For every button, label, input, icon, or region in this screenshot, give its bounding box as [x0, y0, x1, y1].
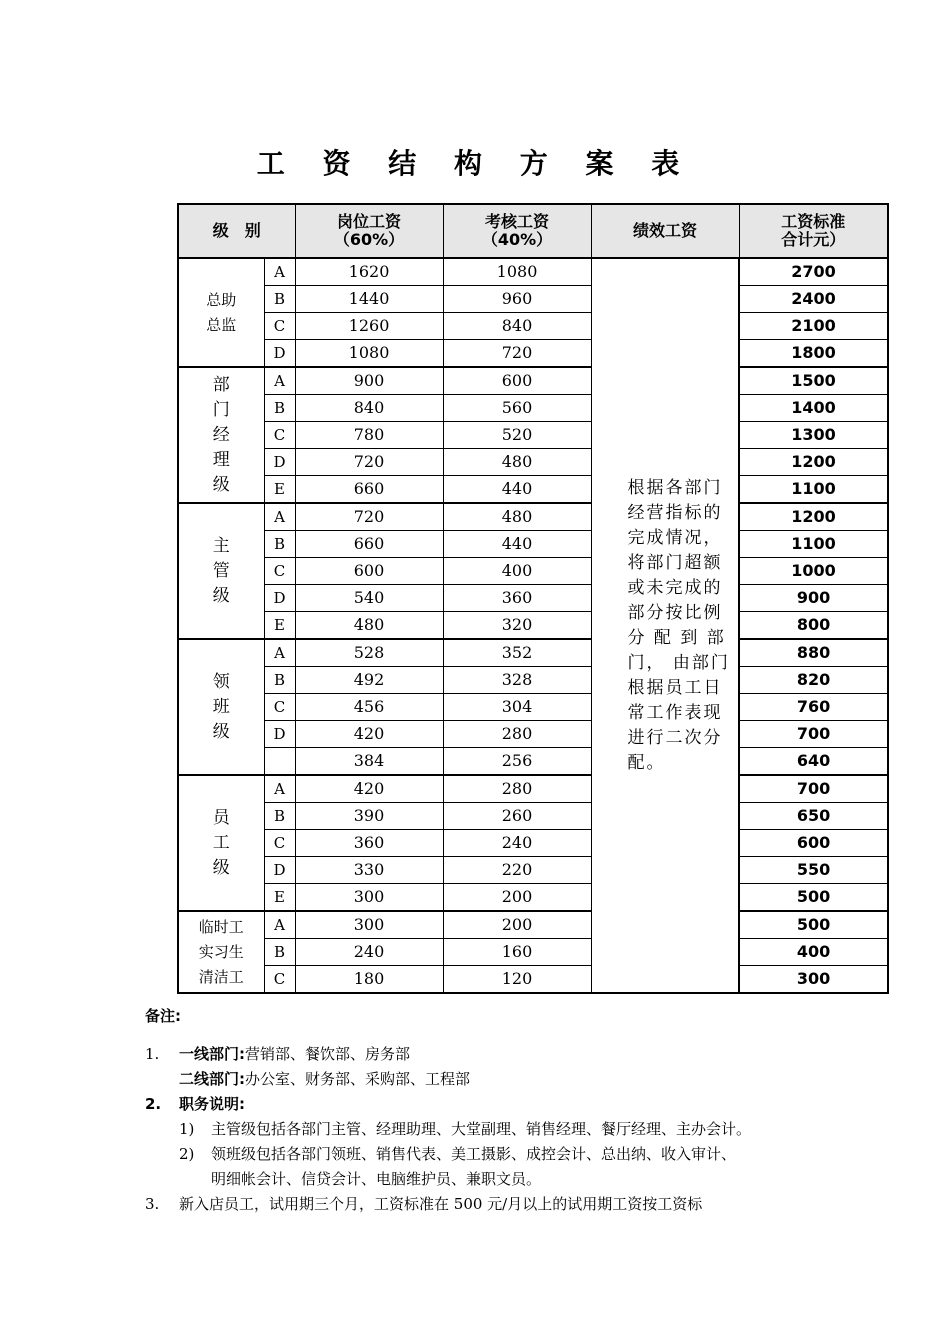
total-salary-cell: 1500: [739, 367, 888, 395]
total-salary-cell: 900: [739, 585, 888, 612]
category-label: 主管级: [212, 535, 230, 606]
category-cell: [178, 911, 264, 993]
level-grade-cell: A: [264, 258, 295, 286]
total-salary-cell: 700: [739, 775, 888, 803]
assess-salary-cell: 240: [443, 830, 591, 857]
assess-salary-cell: 280: [443, 775, 591, 803]
assess-salary-cell: 352: [443, 639, 591, 667]
post-salary-cell: 660: [295, 476, 443, 504]
post-salary-cell: 528: [295, 639, 443, 667]
category-label-line: 总监: [206, 315, 237, 334]
header-total-line1: 工资标准: [781, 212, 846, 231]
level-grade-cell: D: [264, 857, 295, 884]
assess-salary-cell: 200: [443, 884, 591, 912]
note-2-2-text-cont: 明细帐会计、信贷会计、电脑维护员、兼职文员。: [211, 1170, 542, 1188]
total-salary-cell: 2700: [739, 258, 888, 286]
header-total-line2: 合计元）: [781, 230, 846, 249]
level-grade-cell: B: [264, 667, 295, 694]
level-grade-cell: D: [264, 340, 295, 368]
note-1-line-b: [145, 1067, 845, 1092]
table-row: [178, 612, 888, 640]
level-grade-cell: D: [264, 449, 295, 476]
level-grade-cell: B: [264, 803, 295, 830]
assess-salary-cell: 720: [443, 340, 591, 368]
post-salary-cell: 840: [295, 395, 443, 422]
table-header-row: [178, 204, 888, 258]
level-grade-cell: A: [264, 775, 295, 803]
table-row: [178, 667, 888, 694]
note-1-label-a: 一线部门:: [179, 1045, 245, 1063]
notes-heading: 备注:: [145, 1007, 181, 1025]
level-grade-cell: C: [264, 422, 295, 449]
table-row: [178, 775, 888, 803]
assess-salary-cell: 120: [443, 966, 591, 994]
total-salary-cell: 650: [739, 803, 888, 830]
assess-salary-cell: 360: [443, 585, 591, 612]
category-label-line: 临时工: [198, 917, 244, 936]
note-2-2-line: [145, 1142, 845, 1167]
table-row: [178, 830, 888, 857]
table-row: [178, 258, 888, 286]
note-1-number: 1.: [145, 1045, 160, 1063]
post-salary-cell: 1620: [295, 258, 443, 286]
total-salary-cell: 500: [739, 884, 888, 912]
assess-salary-cell: 256: [443, 748, 591, 776]
table-row: [178, 558, 888, 585]
table-row: [178, 939, 888, 966]
assess-salary-cell: 280: [443, 721, 591, 748]
header-merit-salary-label: 绩效工资: [633, 221, 698, 240]
assess-salary-cell: 260: [443, 803, 591, 830]
assess-salary-cell: 160: [443, 939, 591, 966]
total-salary-cell: 1800: [739, 340, 888, 368]
note-3-text: 新入店员工，试用期三个月，工资标准在 500 元/月以上的试用期工资按工资标: [179, 1195, 703, 1213]
category-cell: [178, 258, 264, 367]
post-salary-cell: 600: [295, 558, 443, 585]
level-grade-cell: A: [264, 911, 295, 939]
total-salary-cell: 1200: [739, 503, 888, 531]
total-salary-cell: 1300: [739, 422, 888, 449]
note-2-2-number: 2): [179, 1145, 195, 1163]
level-grade-cell: C: [264, 966, 295, 994]
level-grade-cell: [264, 748, 295, 776]
category-cell: [178, 775, 264, 911]
assess-salary-cell: 560: [443, 395, 591, 422]
table-row: [178, 694, 888, 721]
table-row: [178, 884, 888, 912]
post-salary-cell: 660: [295, 531, 443, 558]
table-row: [178, 503, 888, 531]
total-salary-cell: 820: [739, 667, 888, 694]
note-2-1-number: 1): [179, 1120, 195, 1138]
level-grade-cell: A: [264, 503, 295, 531]
level-grade-cell: B: [264, 531, 295, 558]
total-salary-cell: 300: [739, 966, 888, 994]
table-row: [178, 286, 888, 313]
total-salary-cell: 2100: [739, 313, 888, 340]
level-grade-cell: C: [264, 694, 295, 721]
post-salary-cell: 780: [295, 422, 443, 449]
assess-salary-cell: 440: [443, 531, 591, 558]
total-salary-cell: 500: [739, 911, 888, 939]
total-salary-cell: 1000: [739, 558, 888, 585]
assess-salary-cell: 440: [443, 476, 591, 504]
assess-salary-cell: 328: [443, 667, 591, 694]
total-salary-cell: 800: [739, 612, 888, 640]
level-grade-cell: E: [264, 884, 295, 912]
category-label: 部门经理级: [212, 374, 230, 495]
header-post-salary-pct: （60%）: [333, 230, 405, 249]
total-salary-cell: 550: [739, 857, 888, 884]
post-salary-cell: 330: [295, 857, 443, 884]
salary-structure-table: [177, 203, 889, 994]
header-assess-salary-label: 考核工资: [485, 212, 550, 231]
post-salary-cell: 384: [295, 748, 443, 776]
header-merit-salary: [591, 204, 739, 258]
level-grade-cell: A: [264, 367, 295, 395]
header-total: [739, 204, 888, 258]
post-salary-cell: 720: [295, 449, 443, 476]
level-grade-cell: D: [264, 585, 295, 612]
header-assess-salary: [443, 204, 591, 258]
note-2-1-line: [145, 1117, 845, 1142]
total-salary-cell: 700: [739, 721, 888, 748]
total-salary-cell: 1400: [739, 395, 888, 422]
note-2-2-text: 领班级包括各部门领班、销售代表、美工摄影、成控会计、总出纳、收入审计、: [211, 1145, 737, 1163]
post-salary-cell: 300: [295, 911, 443, 939]
post-salary-cell: 456: [295, 694, 443, 721]
note-3-number: 3.: [145, 1195, 160, 1213]
total-salary-cell: 2400: [739, 286, 888, 313]
page-title: 工 资 结 构 方 案 表: [256, 147, 694, 180]
notes-section: [145, 1005, 845, 1217]
table-row: [178, 313, 888, 340]
post-salary-cell: 240: [295, 939, 443, 966]
level-grade-cell: D: [264, 721, 295, 748]
table-row: [178, 966, 888, 994]
table-row: [178, 585, 888, 612]
header-assess-salary-pct: （40%）: [481, 230, 553, 249]
table-row: [178, 422, 888, 449]
total-salary-cell: 1200: [739, 449, 888, 476]
table-row: [178, 721, 888, 748]
post-salary-cell: 540: [295, 585, 443, 612]
post-salary-cell: 1440: [295, 286, 443, 313]
table-row: [178, 340, 888, 368]
table-row: [178, 639, 888, 667]
category-label: 员工级: [212, 807, 230, 878]
header-post-salary-label: 岗位工资: [337, 212, 402, 231]
header-level: [178, 204, 295, 258]
table-row: [178, 476, 888, 504]
post-salary-cell: 492: [295, 667, 443, 694]
table-row: [178, 531, 888, 558]
assess-salary-cell: 400: [443, 558, 591, 585]
post-salary-cell: 390: [295, 803, 443, 830]
total-salary-cell: 400: [739, 939, 888, 966]
note-2-label: 职务说明:: [179, 1095, 245, 1113]
header-level-label: 级 别: [212, 221, 261, 240]
level-grade-cell: C: [264, 558, 295, 585]
level-grade-cell: E: [264, 476, 295, 504]
post-salary-cell: 420: [295, 775, 443, 803]
merit-salary-description: 根据各部门经营指标的完成情况，将部门超额或未完成的部分按比例分 配 到 部门， 由部门根据员工日常工作表现进行二次分配。: [591, 258, 739, 993]
level-grade-cell: B: [264, 286, 295, 313]
note-2-number: 2.: [145, 1095, 162, 1113]
assess-salary-cell: 480: [443, 449, 591, 476]
assess-salary-cell: 200: [443, 911, 591, 939]
post-salary-cell: 180: [295, 966, 443, 994]
note-1-text-b: 办公室、财务部、采购部、工程部: [245, 1070, 471, 1088]
note-2-line: [145, 1092, 845, 1117]
table-row: [178, 748, 888, 776]
category-label-line: 清洁工: [198, 967, 244, 986]
total-salary-cell: 600: [739, 830, 888, 857]
note-1-line-a: [145, 1042, 845, 1067]
assess-salary-cell: 320: [443, 612, 591, 640]
assess-salary-cell: 480: [443, 503, 591, 531]
post-salary-cell: 300: [295, 884, 443, 912]
total-salary-cell: 760: [739, 694, 888, 721]
table-row: [178, 395, 888, 422]
table-row: [178, 449, 888, 476]
assess-salary-cell: 304: [443, 694, 591, 721]
category-cell: [178, 367, 264, 503]
post-salary-cell: 420: [295, 721, 443, 748]
note-2-2-line-cont: [145, 1167, 845, 1192]
category-label: 领班级: [212, 671, 230, 742]
table-row: [178, 367, 888, 395]
table-row: [178, 857, 888, 884]
note-3-line: [145, 1192, 845, 1217]
total-salary-cell: 640: [739, 748, 888, 776]
category-cell: [178, 639, 264, 775]
level-grade-cell: B: [264, 939, 295, 966]
total-salary-cell: 1100: [739, 531, 888, 558]
level-grade-cell: C: [264, 313, 295, 340]
assess-salary-cell: 960: [443, 286, 591, 313]
note-1-label-b: 二线部门:: [179, 1070, 245, 1088]
category-cell: [178, 503, 264, 639]
post-salary-cell: 480: [295, 612, 443, 640]
post-salary-cell: 1080: [295, 340, 443, 368]
assess-salary-cell: 840: [443, 313, 591, 340]
level-grade-cell: E: [264, 612, 295, 640]
total-salary-cell: 1100: [739, 476, 888, 504]
post-salary-cell: 360: [295, 830, 443, 857]
table-row: [178, 911, 888, 939]
post-salary-cell: 1260: [295, 313, 443, 340]
note-2-1-text: 主管级包括各部门主管、经理助理、大堂副理、销售经理、餐厅经理、主办会计。: [211, 1120, 752, 1138]
post-salary-cell: 720: [295, 503, 443, 531]
assess-salary-cell: 1080: [443, 258, 591, 286]
level-grade-cell: A: [264, 639, 295, 667]
level-grade-cell: C: [264, 830, 295, 857]
table-row: [178, 803, 888, 830]
total-salary-cell: 880: [739, 639, 888, 667]
category-label-line: 实习生: [198, 942, 244, 961]
assess-salary-cell: 220: [443, 857, 591, 884]
assess-salary-cell: 600: [443, 367, 591, 395]
level-grade-cell: B: [264, 395, 295, 422]
category-label-line: 总助: [206, 290, 237, 309]
assess-salary-cell: 520: [443, 422, 591, 449]
note-1-text-a: 营销部、餐饮部、房务部: [245, 1045, 411, 1063]
post-salary-cell: 900: [295, 367, 443, 395]
header-post-salary: [295, 204, 443, 258]
